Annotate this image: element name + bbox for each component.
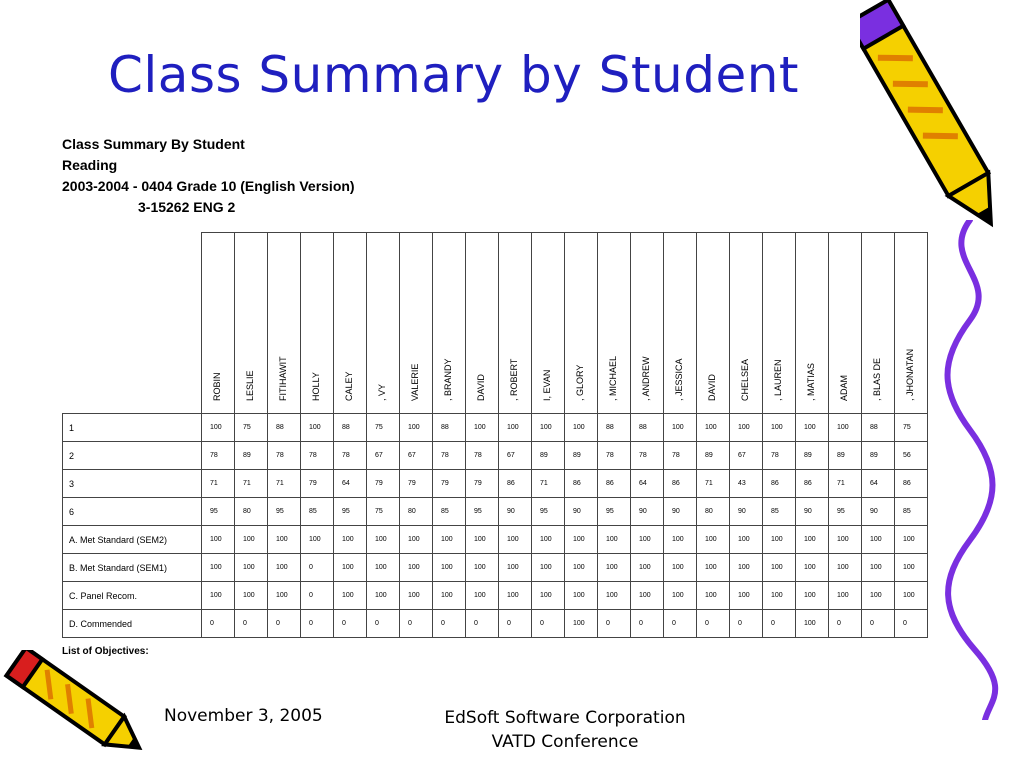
score-cell: 95 xyxy=(466,498,499,526)
student-name-header xyxy=(466,233,499,414)
list-of-objectives-title: List of Objectives: xyxy=(62,646,149,657)
score-cell: 0 xyxy=(730,610,763,638)
score-cell: 80 xyxy=(697,498,730,526)
score-cell: 100 xyxy=(235,582,268,610)
footer-date: November 3, 2005 xyxy=(164,706,323,726)
table-row xyxy=(63,526,928,554)
score-cell: 0 xyxy=(334,610,367,638)
class-summary-table xyxy=(62,232,928,638)
slide-title: Class Summary by Student xyxy=(108,46,800,104)
student-name-header xyxy=(664,233,697,414)
score-cell: 100 xyxy=(532,414,565,442)
score-cell: 100 xyxy=(697,526,730,554)
score-cell: 64 xyxy=(631,470,664,498)
student-name: , MICHAEL xyxy=(608,355,618,401)
student-name-header xyxy=(763,233,796,414)
objective-label: 6 xyxy=(63,498,202,526)
score-cell: 100 xyxy=(532,554,565,582)
score-cell: 100 xyxy=(532,582,565,610)
score-cell: 71 xyxy=(697,470,730,498)
score-cell: 0 xyxy=(301,554,334,582)
student-name: LESLIE xyxy=(245,370,255,401)
table-row xyxy=(63,442,928,470)
score-cell: 100 xyxy=(565,582,598,610)
score-cell: 100 xyxy=(268,582,301,610)
score-cell: 100 xyxy=(499,582,532,610)
student-name: CALEY xyxy=(344,371,354,401)
squiggle-decoration-icon xyxy=(930,220,1010,720)
score-cell: 100 xyxy=(796,414,829,442)
score-cell: 88 xyxy=(334,414,367,442)
score-cell: 100 xyxy=(466,554,499,582)
score-cell: 100 xyxy=(565,610,598,638)
score-cell: 75 xyxy=(895,414,928,442)
score-cell: 71 xyxy=(235,470,268,498)
score-cell: 100 xyxy=(664,554,697,582)
score-cell: 100 xyxy=(862,526,895,554)
footer-conference: VATD Conference xyxy=(491,732,639,752)
score-cell: 56 xyxy=(895,442,928,470)
student-name-header xyxy=(400,233,433,414)
score-cell: 100 xyxy=(367,526,400,554)
score-cell: 85 xyxy=(895,498,928,526)
student-name: , LAUREN xyxy=(773,359,783,401)
table-row xyxy=(63,470,928,498)
score-cell: 100 xyxy=(565,526,598,554)
score-cell: 100 xyxy=(466,414,499,442)
score-cell: 100 xyxy=(433,526,466,554)
score-cell: 95 xyxy=(598,498,631,526)
score-cell: 100 xyxy=(763,554,796,582)
score-cell: 100 xyxy=(367,582,400,610)
score-cell: 100 xyxy=(202,414,235,442)
student-name-header xyxy=(268,233,301,414)
score-cell: 86 xyxy=(565,470,598,498)
student-name: CHELSEA xyxy=(740,358,750,401)
score-cell: 79 xyxy=(400,470,433,498)
score-cell: 79 xyxy=(433,470,466,498)
student-name: , ANDREW xyxy=(641,356,651,401)
score-cell: 100 xyxy=(895,582,928,610)
score-cell: 78 xyxy=(631,442,664,470)
score-cell: 100 xyxy=(631,582,664,610)
student-name: VALERIE xyxy=(410,363,420,401)
score-cell: 100 xyxy=(862,582,895,610)
score-cell: 88 xyxy=(598,414,631,442)
objective-label: 3 xyxy=(63,470,202,498)
student-name: , GLORY xyxy=(575,364,585,401)
student-name: ROBIN xyxy=(212,372,222,401)
score-cell: 64 xyxy=(334,470,367,498)
student-name: FITIHAWIT xyxy=(278,356,288,401)
student-name: HOLLY xyxy=(311,372,321,401)
score-cell: 78 xyxy=(301,442,334,470)
score-cell: 100 xyxy=(532,526,565,554)
score-cell: 90 xyxy=(730,498,763,526)
objective-label: 1 xyxy=(63,414,202,442)
score-cell: 100 xyxy=(400,414,433,442)
score-cell: 100 xyxy=(301,414,334,442)
score-cell: 88 xyxy=(268,414,301,442)
score-cell: 90 xyxy=(664,498,697,526)
report-header xyxy=(62,134,355,218)
objective-label: D. Commended xyxy=(63,610,202,638)
score-cell: 100 xyxy=(499,554,532,582)
score-cell: 95 xyxy=(532,498,565,526)
score-cell: 89 xyxy=(829,442,862,470)
score-cell: 100 xyxy=(400,582,433,610)
score-cell: 0 xyxy=(532,610,565,638)
score-cell: 100 xyxy=(862,554,895,582)
score-cell: 67 xyxy=(367,442,400,470)
score-cell: 0 xyxy=(895,610,928,638)
student-name: , JESSICA xyxy=(674,358,684,401)
score-cell: 100 xyxy=(796,582,829,610)
student-name-header xyxy=(532,233,565,414)
score-cell: 100 xyxy=(796,526,829,554)
score-cell: 90 xyxy=(862,498,895,526)
student-name: , VY xyxy=(377,383,387,401)
score-cell: 78 xyxy=(334,442,367,470)
score-cell: 86 xyxy=(598,470,631,498)
score-cell: 88 xyxy=(433,414,466,442)
score-cell: 0 xyxy=(235,610,268,638)
score-cell: 100 xyxy=(829,526,862,554)
score-cell: 100 xyxy=(763,414,796,442)
student-name: , BRANDY xyxy=(443,358,453,401)
objective-label: 2 xyxy=(63,442,202,470)
table-row xyxy=(63,582,928,610)
student-name-header xyxy=(796,233,829,414)
score-cell: 100 xyxy=(730,526,763,554)
score-cell: 0 xyxy=(400,610,433,638)
score-cell: 78 xyxy=(466,442,499,470)
score-cell: 0 xyxy=(598,610,631,638)
score-cell: 100 xyxy=(829,554,862,582)
score-cell: 78 xyxy=(433,442,466,470)
score-cell: 86 xyxy=(664,470,697,498)
student-name: I, EVAN xyxy=(542,369,552,401)
student-name-header xyxy=(301,233,334,414)
score-cell: 100 xyxy=(202,526,235,554)
score-cell: 85 xyxy=(433,498,466,526)
objective-label: C. Panel Recom. xyxy=(63,582,202,610)
score-cell: 95 xyxy=(829,498,862,526)
score-cell: 100 xyxy=(895,554,928,582)
score-cell: 88 xyxy=(862,414,895,442)
score-cell: 100 xyxy=(730,414,763,442)
student-name: , BLAS DE xyxy=(872,357,882,401)
score-cell: 100 xyxy=(763,582,796,610)
score-cell: 95 xyxy=(268,498,301,526)
score-cell: 79 xyxy=(466,470,499,498)
score-cell: 80 xyxy=(400,498,433,526)
student-name: , JHONATAN xyxy=(905,348,915,401)
score-cell: 80 xyxy=(235,498,268,526)
score-cell: 100 xyxy=(499,414,532,442)
score-cell: 100 xyxy=(730,582,763,610)
corner-cell xyxy=(63,233,202,414)
score-cell: 95 xyxy=(334,498,367,526)
score-cell: 100 xyxy=(433,582,466,610)
score-cell: 100 xyxy=(664,414,697,442)
score-cell: 0 xyxy=(268,610,301,638)
score-cell: 86 xyxy=(796,470,829,498)
score-cell: 78 xyxy=(763,442,796,470)
report-term: 2003-2004 - 0404 Grade 10 (English Version) xyxy=(62,178,355,194)
score-cell: 0 xyxy=(499,610,532,638)
score-cell: 78 xyxy=(268,442,301,470)
student-name: , MATIAS xyxy=(806,363,816,401)
score-cell: 71 xyxy=(202,470,235,498)
score-cell: 100 xyxy=(763,526,796,554)
score-cell: 100 xyxy=(268,526,301,554)
score-cell: 100 xyxy=(829,414,862,442)
score-cell: 100 xyxy=(631,554,664,582)
score-cell: 0 xyxy=(697,610,730,638)
score-cell: 100 xyxy=(235,554,268,582)
score-cell: 88 xyxy=(631,414,664,442)
score-cell: 100 xyxy=(202,582,235,610)
report-title: Class Summary By Student xyxy=(62,136,245,152)
student-name-header xyxy=(895,233,928,414)
score-cell: 43 xyxy=(730,470,763,498)
score-cell: 100 xyxy=(466,526,499,554)
student-name: ADAM xyxy=(839,374,849,401)
score-cell: 100 xyxy=(697,582,730,610)
score-cell: 85 xyxy=(301,498,334,526)
score-cell: 79 xyxy=(367,470,400,498)
footer-organization xyxy=(420,706,710,754)
score-cell: 100 xyxy=(433,554,466,582)
score-cell: 100 xyxy=(631,526,664,554)
score-cell: 0 xyxy=(829,610,862,638)
score-cell: 100 xyxy=(664,582,697,610)
score-cell: 67 xyxy=(730,442,763,470)
footer-org-name: EdSoft Software Corporation xyxy=(444,708,686,728)
score-cell: 67 xyxy=(499,442,532,470)
score-cell: 89 xyxy=(796,442,829,470)
score-cell: 100 xyxy=(499,526,532,554)
score-cell: 75 xyxy=(235,414,268,442)
score-cell: 79 xyxy=(301,470,334,498)
score-cell: 90 xyxy=(796,498,829,526)
pencil-icon xyxy=(860,0,1010,245)
score-cell: 100 xyxy=(664,526,697,554)
student-name-header xyxy=(862,233,895,414)
score-cell: 100 xyxy=(400,554,433,582)
score-cell: 64 xyxy=(862,470,895,498)
objective-label: A. Met Standard (SEM2) xyxy=(63,526,202,554)
score-cell: 100 xyxy=(334,526,367,554)
score-cell: 100 xyxy=(367,554,400,582)
score-cell: 0 xyxy=(433,610,466,638)
score-cell: 90 xyxy=(499,498,532,526)
student-name-header xyxy=(334,233,367,414)
student-name-header xyxy=(598,233,631,414)
student-name: , ROBERT xyxy=(509,358,519,401)
score-cell: 71 xyxy=(268,470,301,498)
student-name: DAVID xyxy=(476,374,486,401)
score-cell: 100 xyxy=(796,554,829,582)
score-cell: 100 xyxy=(829,582,862,610)
table-row xyxy=(63,610,928,638)
score-cell: 0 xyxy=(664,610,697,638)
score-cell: 0 xyxy=(763,610,796,638)
score-cell: 0 xyxy=(301,582,334,610)
score-cell: 100 xyxy=(598,554,631,582)
score-cell: 100 xyxy=(697,554,730,582)
table-row xyxy=(63,414,928,442)
score-cell: 89 xyxy=(565,442,598,470)
score-cell: 89 xyxy=(697,442,730,470)
report-section: 3-15262 ENG 2 xyxy=(138,199,236,215)
student-name-header xyxy=(565,233,598,414)
score-cell: 0 xyxy=(202,610,235,638)
score-cell: 71 xyxy=(829,470,862,498)
score-cell: 100 xyxy=(697,414,730,442)
student-name-header xyxy=(433,233,466,414)
score-cell: 75 xyxy=(367,498,400,526)
score-cell: 71 xyxy=(532,470,565,498)
score-cell: 100 xyxy=(730,554,763,582)
score-cell: 100 xyxy=(895,526,928,554)
score-cell: 100 xyxy=(598,526,631,554)
score-cell: 100 xyxy=(400,526,433,554)
score-cell: 100 xyxy=(466,582,499,610)
table-row xyxy=(63,498,928,526)
score-cell: 100 xyxy=(796,610,829,638)
table-row xyxy=(63,554,928,582)
score-cell: 100 xyxy=(598,582,631,610)
score-cell: 86 xyxy=(763,470,796,498)
score-cell: 0 xyxy=(301,610,334,638)
student-name-header xyxy=(235,233,268,414)
score-cell: 85 xyxy=(763,498,796,526)
score-cell: 100 xyxy=(565,554,598,582)
score-cell: 67 xyxy=(400,442,433,470)
objective-label: B. Met Standard (SEM1) xyxy=(63,554,202,582)
score-cell: 95 xyxy=(202,498,235,526)
student-name-header xyxy=(499,233,532,414)
score-cell: 100 xyxy=(202,554,235,582)
score-cell: 86 xyxy=(895,470,928,498)
score-cell: 100 xyxy=(334,582,367,610)
student-name-header xyxy=(367,233,400,414)
score-cell: 90 xyxy=(565,498,598,526)
student-name-header xyxy=(829,233,862,414)
score-cell: 100 xyxy=(334,554,367,582)
score-cell: 100 xyxy=(301,526,334,554)
student-name-header xyxy=(631,233,664,414)
student-name: DAVID xyxy=(707,374,717,401)
score-cell: 86 xyxy=(499,470,532,498)
student-name-header xyxy=(202,233,235,414)
score-cell: 0 xyxy=(631,610,664,638)
score-cell: 89 xyxy=(235,442,268,470)
student-header-row xyxy=(63,233,928,414)
score-cell: 89 xyxy=(532,442,565,470)
score-cell: 100 xyxy=(268,554,301,582)
score-cell: 75 xyxy=(367,414,400,442)
score-cell: 78 xyxy=(598,442,631,470)
score-cell: 0 xyxy=(466,610,499,638)
score-cell: 78 xyxy=(664,442,697,470)
pencil-icon xyxy=(0,650,160,768)
student-name-header xyxy=(730,233,763,414)
score-cell: 100 xyxy=(565,414,598,442)
score-cell: 89 xyxy=(862,442,895,470)
report-subject: Reading xyxy=(62,157,118,173)
score-cell: 90 xyxy=(631,498,664,526)
score-cell: 0 xyxy=(367,610,400,638)
score-cell: 78 xyxy=(202,442,235,470)
student-name-header xyxy=(697,233,730,414)
score-cell: 100 xyxy=(235,526,268,554)
score-cell: 0 xyxy=(862,610,895,638)
